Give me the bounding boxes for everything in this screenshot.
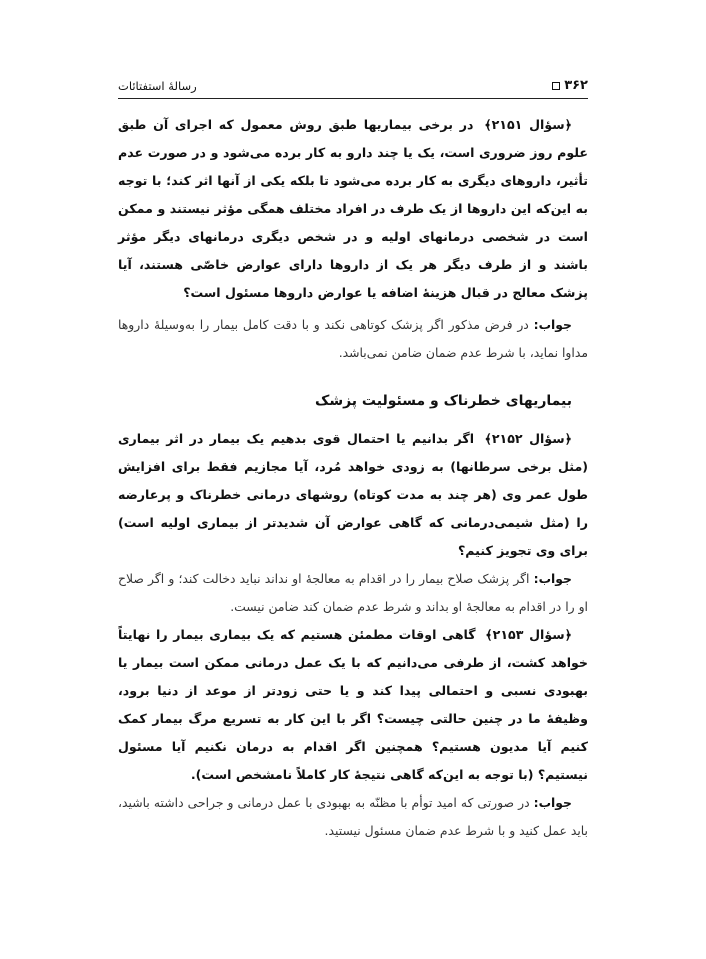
question-2151 — [118, 111, 588, 307]
book-title: رسالهٔ استفتائات — [118, 79, 197, 93]
answer-label: جواب: — [533, 571, 572, 586]
question-label: ﴿سؤال ۲۱۵۱﴾ — [484, 117, 572, 132]
page — [118, 72, 588, 845]
page-content — [118, 111, 588, 845]
question-2152 — [118, 425, 588, 565]
square-bullet-icon — [552, 82, 560, 90]
question-label: ﴿سؤال ۲۱۵۳﴾ — [485, 627, 572, 642]
question-label: ﴿سؤال ۲۱۵۲﴾ — [484, 431, 572, 446]
page-number: ۳۶۲ — [564, 78, 588, 93]
question-text: در برخی بیماریها طبق روش معمول که اجرای آن طبق علوم روز ضروری است، یک یا چند دارو به کار برده می‌شود و در صورت عدم تأثیر، داروهای دیگری به کار برده می‌شود تا بلکه یکی از آنها اثر کند؛ با توجه به این‌که این داروها از یک طرف در افراد مختلف همگی مؤثر نیستند و ممکن است در شخصی درمانهای اولیه و در شخص دیگری درمانهای دیگر مؤثر باشند و از طرف دیگر هر یک از داروها دارای عوارض خاصّی هستند، آیا پزشک معالج در قبال هزینهٔ اضافه یا عوارض داروها مسئول است؟ — [118, 117, 588, 300]
answer-label: جواب: — [533, 795, 572, 810]
question-text: اگر بدانیم یا احتمال قوی بدهیم یک بیمار در اثر بیماری (مثل برخی سرطانها) به زودی خواهد مُرد، آیا مجازیم فقط برای افزایش طول عمر وی (هر چند به مدت کوتاه) روشهای درمانی خطرناک و پرعارضه را (مثل شیمی‌درمانی که گاهی عوارض آن شدیدتر از بیماری اولیه است) برای وی تجویز کنیم؟ — [118, 431, 588, 558]
answer-2152 — [118, 565, 588, 621]
question-text: گاهی اوقات مطمئن هستیم که یک بیماری بیمار را نهایتاً خواهد کشت، از طرفی می‌دانیم که با یک عمل درمانی ممکن است بیمار یا بهبودی نسبی و احتمالی پیدا کند و یا حتی زودتر از موعد از دنیا برود، وظیفهٔ ما در چنین حالتی چیست؟ اگر با این کار به تسریع مرگ بیمار کمک کنیم آیا مدیون هستیم؟ همچنین اگر اقدام به درمان نکنیم آیا مسئول نیستیم؟ (با توجه به این‌که گاهی نتیجهٔ کار کاملاً نامشخص است). — [118, 627, 588, 782]
answer-2153 — [118, 789, 588, 845]
page-number-block — [552, 78, 588, 93]
answer-text: در صورتی که امید توأم با مظنّه به بهبودی با عمل درمانی و جراحی داشته باشید، باید عمل کنید و با شرط عدم ضمان مسئول نیستید. — [118, 795, 588, 838]
answer-text: اگر پزشک صلاح بیمار را در اقدام به معالجهٔ او نداند نباید دخالت کند؛ و اگر صلاح او را در اقدام به معالجهٔ او بداند و شرط عدم ضمان کند ضامن نیست. — [118, 571, 588, 614]
answer-2151 — [118, 311, 588, 367]
section-heading: بیماریهای خطرناک و مسئولیت پزشک — [314, 393, 572, 409]
running-header — [118, 72, 588, 99]
question-2153 — [118, 621, 588, 789]
answer-text: در فرض مذکور اگر پزشک کوتاهی نکند و با دقت کامل بیمار را به‌وسیلهٔ داروها مداوا نماید، با شرط عدم ضمان ضامن نمی‌باشد. — [118, 317, 588, 360]
answer-label: جواب: — [533, 317, 572, 332]
